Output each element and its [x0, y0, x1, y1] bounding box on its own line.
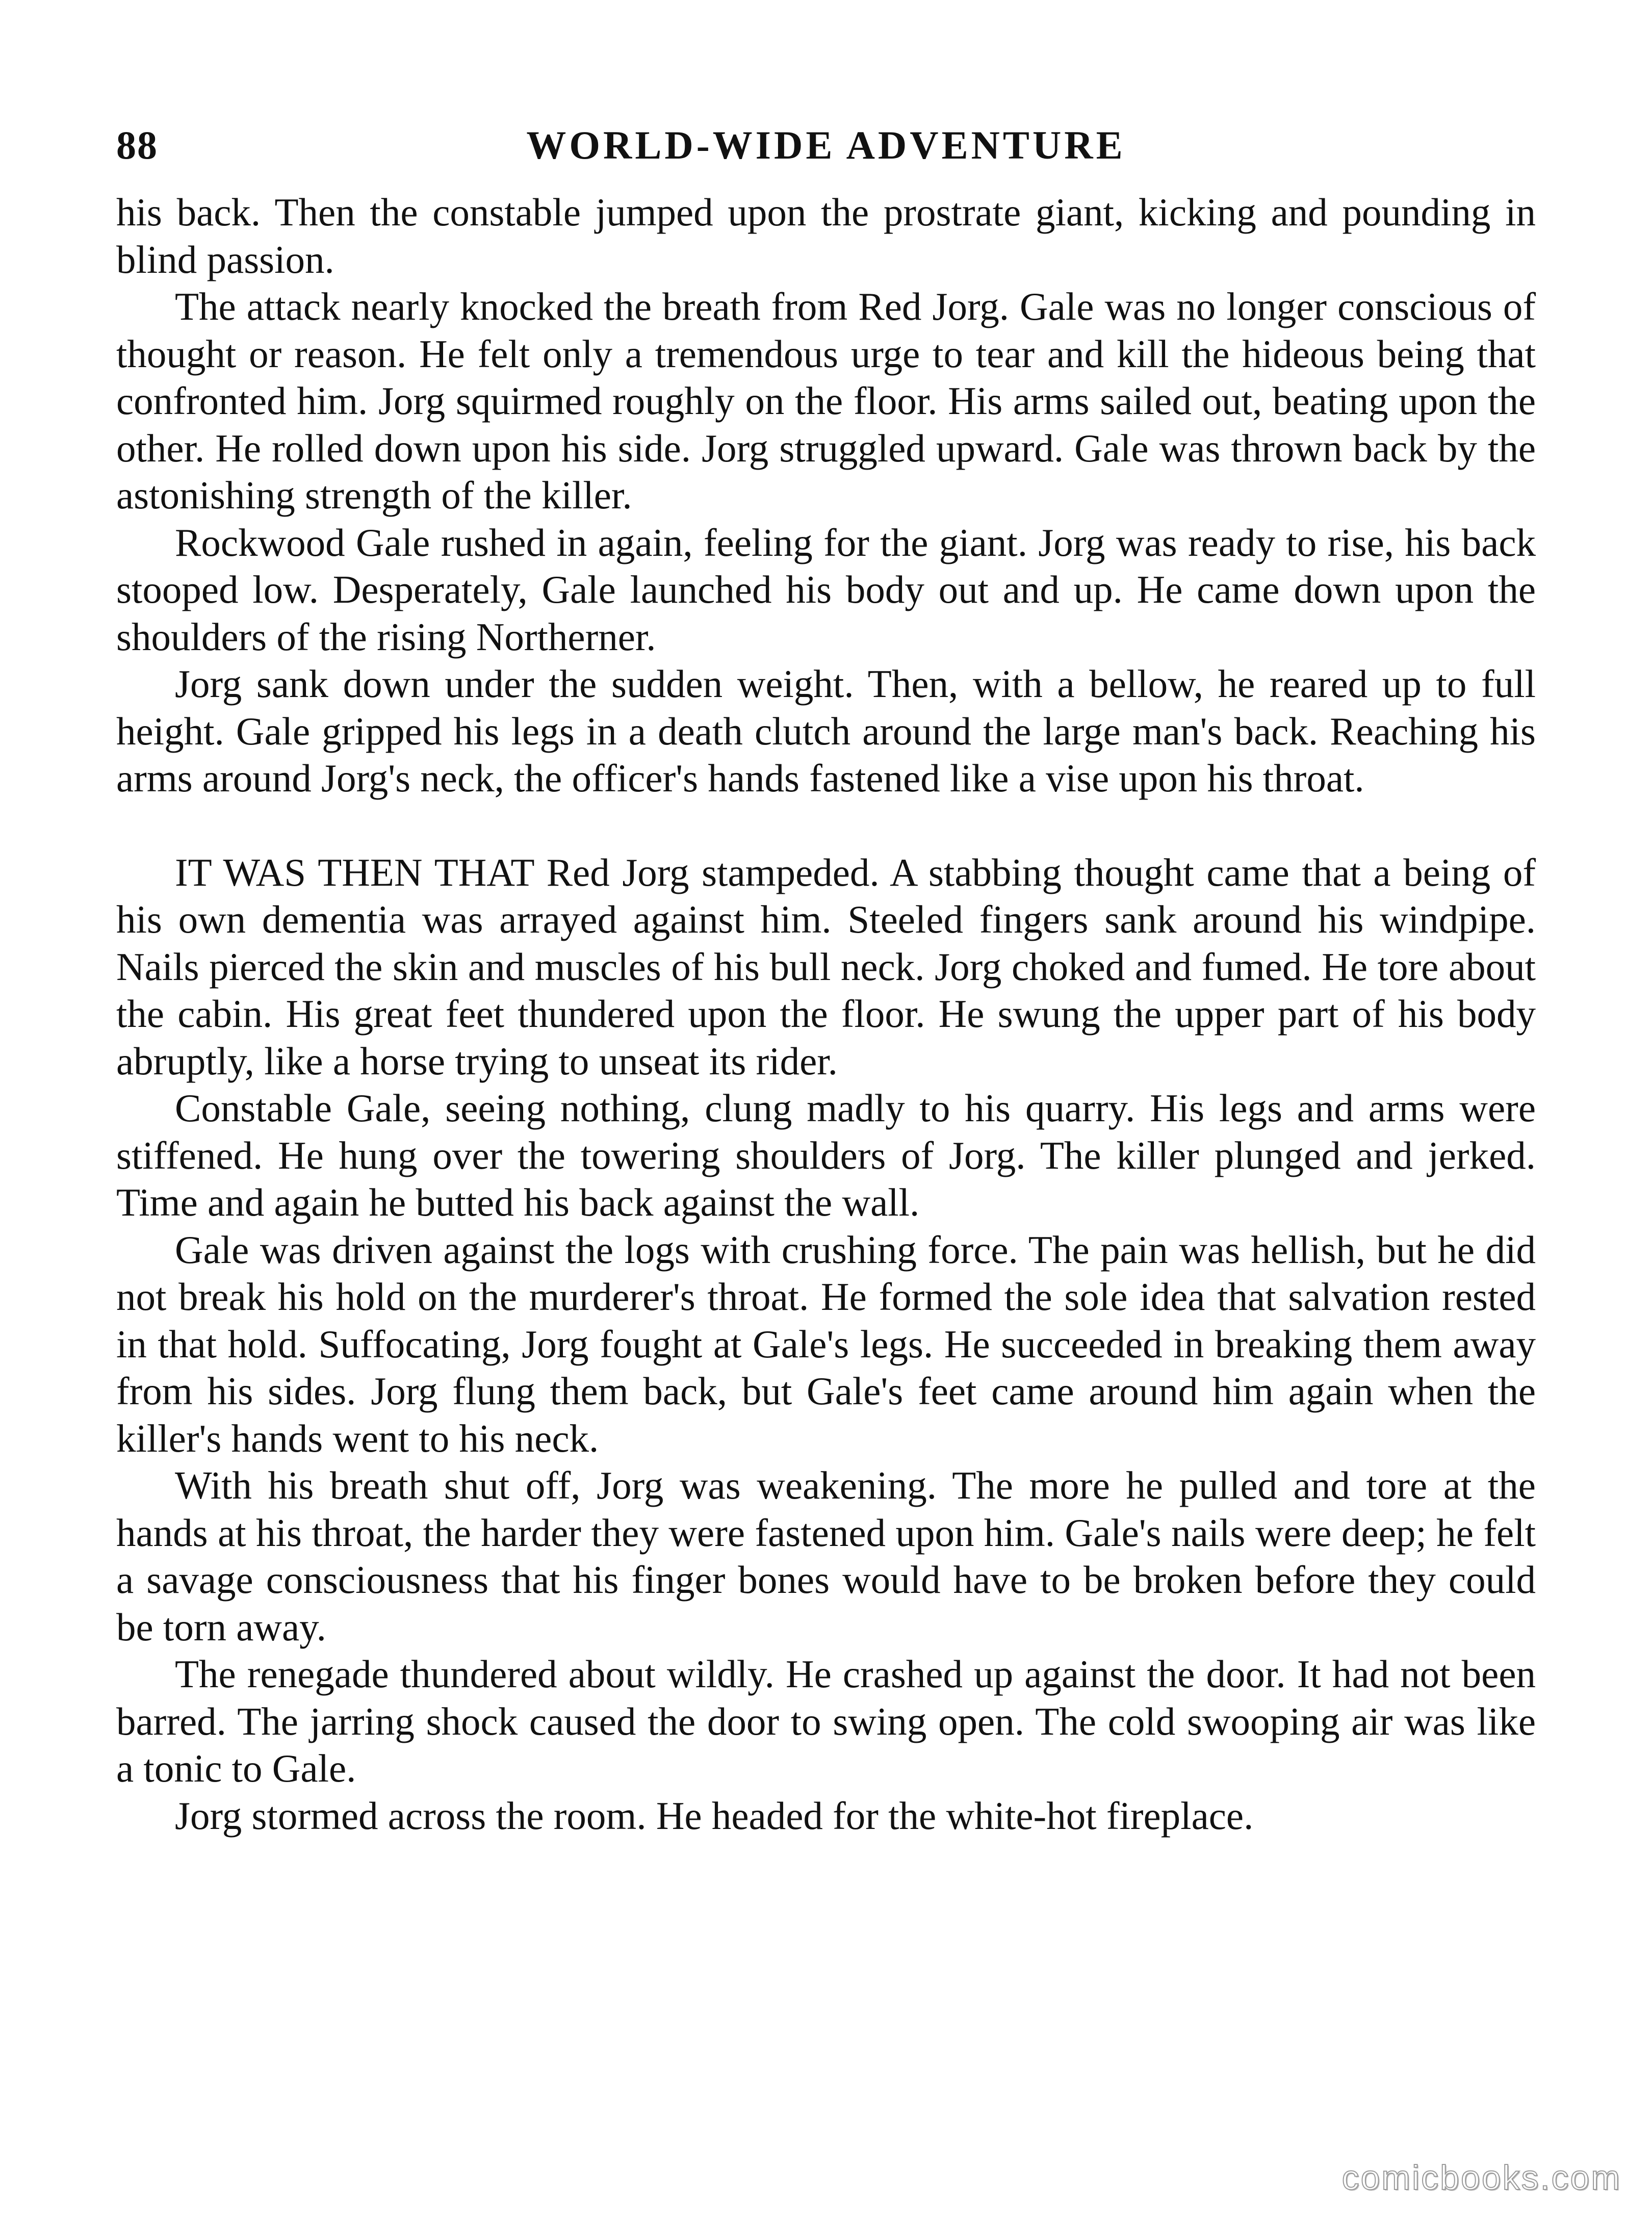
- body-text: [116, 189, 1536, 1839]
- watermark: comicbooks.com: [1341, 2158, 1621, 2197]
- paragraph-5: IT WAS THEN THAT Red Jorg stampeded. A stabbing thought came that a being of his own dementia was arrayed against him. Steeled fingers sank around his windpipe. Nails pierced the skin and muscles of his bull neck. Jorg choked and fumed. He tore about the cabin. His great feet thundered upon the floor. He swung the upper part of his body abruptly, like a horse trying to unseat its rider.: [116, 850, 1536, 1083]
- paragraph-10: Jorg stormed across the room. He headed for the white-hot fireplace.: [175, 1793, 1254, 1838]
- paragraph-7: Gale was driven against the logs with crushing force. The pain was hellish, but he did not break his hold on the murderer's throat. He formed the sole idea that salvation rested in that hold. Suffocating, Jorg fought at Gale's legs. He succeeded in breaking them away from his sides. Jorg flung them back, but Gale's feet came around him again when the killer's hands went to his neck.: [116, 1227, 1536, 1460]
- page-number: 88: [116, 123, 158, 167]
- running-title: WORLD-WIDE ADVENTURE: [526, 123, 1126, 167]
- paragraph-1: his back. Then the constable jumped upon the prostrate giant, kicking and pounding in blind passion.: [116, 190, 1536, 281]
- paragraph-8: With his breath shut off, Jorg was weakening. The more he pulled and tore at the hands at his throat, the harder they were fastened upon him. Gale's nails were deep; he felt a savage consciousness that his finger bones would have to be broken before they could be torn away.: [116, 1463, 1536, 1649]
- paragraph-3: Rockwood Gale rushed in again, feeling for the giant. Jorg was ready to rise, his back stooped low. Desperately, Gale launched his body out and up. He came down upon the shoulders of the rising Northerner.: [116, 520, 1536, 659]
- paragraph-9: The renegade thundered about wildly. He crashed up against the door. It had not been barred. The jarring shock caused the door to swing open. The cold swooping air was like a tonic to Gale.: [116, 1652, 1536, 1790]
- book-page: [116, 122, 1536, 1839]
- paragraph-6: Constable Gale, seeing nothing, clung madly to his quarry. His legs and arms were stiffened. He hung over the towering shoulders of Jorg. The killer plunged and jerked. Time and again he butted his back against the wall.: [116, 1086, 1536, 1224]
- page-header: [116, 122, 1536, 189]
- paragraph-4: Jorg sank down under the sudden weight. Then, with a bellow, he reared up to full height. Gale gripped his legs in a death clutch around the large man's back. Reaching his arms around Jorg's neck, the officer's hands fastened like a vise upon his throat.: [116, 662, 1536, 800]
- paragraph-2: The attack nearly knocked the breath from Red Jorg. Gale was no longer conscious of thought or reason. He felt only a tremendous urge to tear and kill the hideous being that confronted him. Jorg squirmed roughly on the floor. His arms sailed out, beating upon the other. He rolled down upon his side. Jorg struggled upward. Gale was thrown back by the astonishing strength of the killer.: [116, 285, 1536, 517]
